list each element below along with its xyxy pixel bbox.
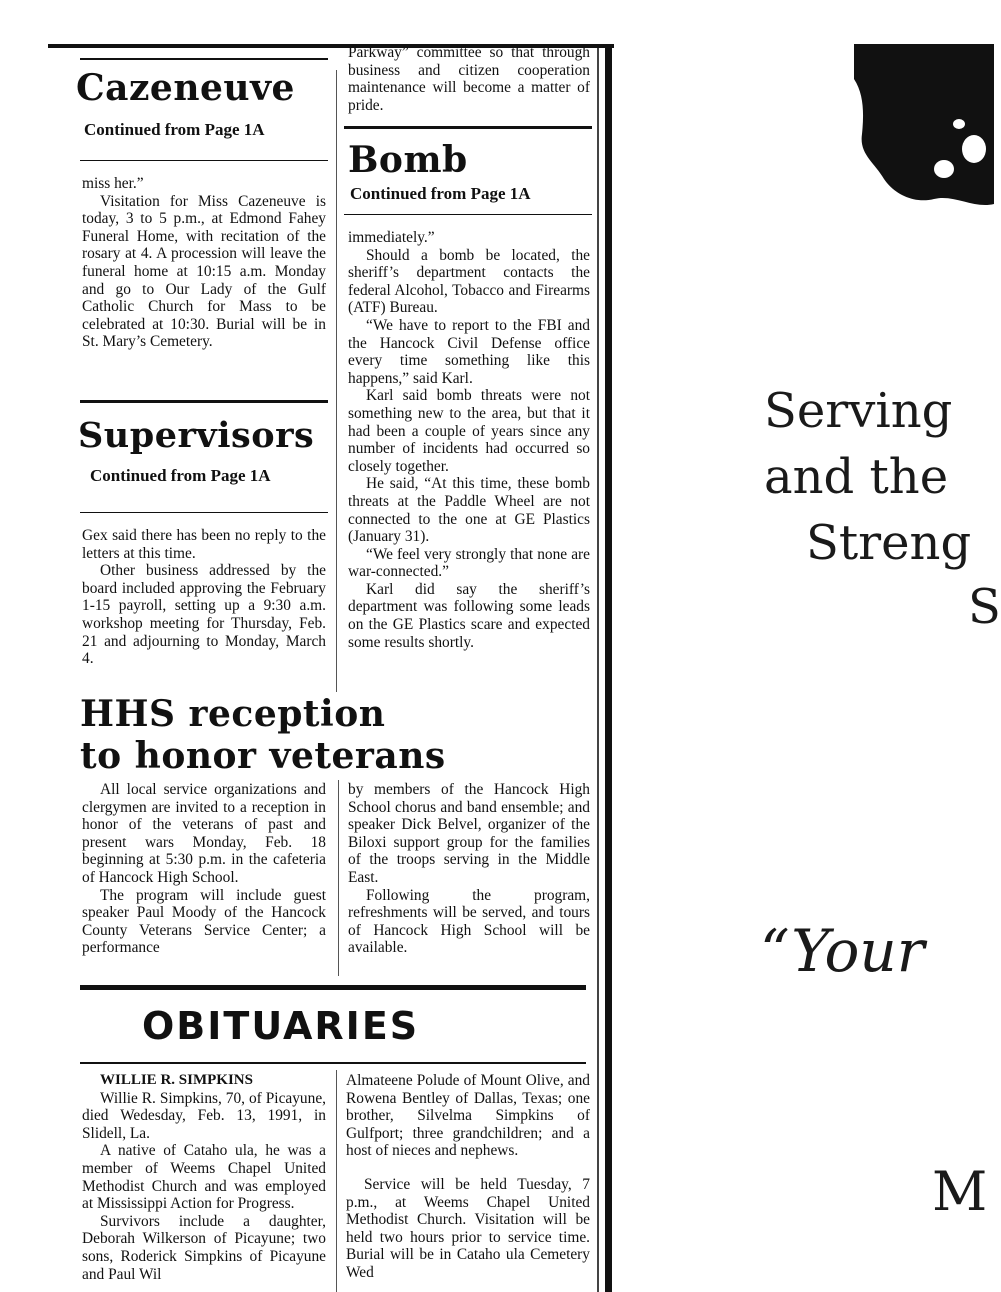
cazeneuve-continued: Continued from Page 1A xyxy=(84,120,265,139)
supervisors-para-1: Gex said there has been no reply to the letters at this time. xyxy=(82,527,326,562)
bomb-para-4: Karl said bomb threats were not something new to the area, but that it had been a couple of years since any number of incidents had occurred so closely together. xyxy=(348,387,590,475)
supervisors-body xyxy=(82,527,326,668)
cazeneuve-para-1: miss her.” xyxy=(82,175,144,192)
bomb-top-rule xyxy=(344,126,592,129)
obit-right-para-2: Service will be held Tuesday, 7 p.m., at Weems Chapel United Methodist Church. Visitation will be held two hours prior to service time. Burial will be in Cataho ula Cemetery Wed xyxy=(346,1175,590,1281)
bomb-para-7: Karl did say the sheriff’s department was following some leads on the GE Plastics scare and expected some results shortly. xyxy=(348,580,590,651)
obit-name: WILLIE R. SIMPKINS xyxy=(100,1072,253,1088)
cazeneuve-headline: Cazeneuve xyxy=(76,67,295,109)
ad-line-streng: Streng xyxy=(806,515,972,571)
bomb-para-5: He said, “At this time, these bomb threats at the Paddle Wheel are not connected to the one at GE Plastics (January 31). xyxy=(348,475,590,546)
cazeneuve-top-rule xyxy=(80,58,328,60)
hhs-left-para-1: All local service organizations and clergymen are invited to a reception in honor of the veterans of past and present wars Monday, Feb. 18 beginning at 5:30 p.m. in the cafeteria of Hancock High School. xyxy=(82,781,326,886)
obit-body-left xyxy=(82,1072,326,1283)
obit-body-right xyxy=(346,1072,590,1282)
cazeneuve-para-2: Visitation for Miss Cazeneuve is today, 3 to 5 p.m., at Edmond Fahey Funeral Home, with recitation of the rosary at 4. A procession will leave the funeral home at 10:15 a.m. Monday and go to Our Lady of the Gulf Catholic Church for Mass to be celebrated at 10:30. Burial will be in St. Mary’s Cemetery. xyxy=(82,192,326,351)
bomb-para-6: “We feel very strongly that none are war-connected.” xyxy=(348,545,590,581)
column-separator-2 xyxy=(338,780,339,976)
supervisors-top-rule xyxy=(80,400,328,403)
obituaries-top-rule xyxy=(80,985,586,990)
obit-left-para-2: A native of Cataho ula, he was a member of Weems Chapel United Methodist Church and was employed at Mississippi Action for Progress. xyxy=(82,1142,326,1213)
page-divider-inner xyxy=(597,48,599,1292)
hhs-headline-1: HHS reception xyxy=(80,693,386,735)
hhs-left-para-2: The program will include guest speaker Paul Moody of the Hancock County Veterans Service Center; a performance xyxy=(82,886,326,957)
supervisors-para-2: Other business addressed by the board included approving the February 1-15 payroll, setting up a 9:30 a.m. workshop meeting for Thursday, Feb. 21 and adjourning to Monday, March 4. xyxy=(82,562,326,668)
supervisors-continued: Continued from Page 1A xyxy=(90,466,271,485)
ad-blob-shape xyxy=(854,44,994,205)
bomb-para-3: “We have to report to the FBI and the Hancock Civil Defense office every time something like this happens,” said Karl. xyxy=(348,316,590,387)
hhs-body-right xyxy=(348,781,590,957)
bomb-sub-rule xyxy=(344,214,592,215)
ad-panel xyxy=(614,44,1001,1292)
bomb-para-2: Should a bomb be located, the sheriff’s department contacts the federal Alcohol, Tobacco and Firearms (ATF) Bureau. xyxy=(348,246,590,317)
obit-left-para-1: Willie R. Simpkins, 70, of Picayune, died Wedesday, Feb. 13, 1991, in Slidell, La. xyxy=(82,1089,326,1142)
ad-decorative-graphic xyxy=(834,44,994,224)
ad-line-and-the: and the xyxy=(764,449,949,505)
bomb-body xyxy=(348,229,590,651)
obituaries-sub-rule xyxy=(80,1062,586,1064)
bomb-continued: Continued from Page 1A xyxy=(350,184,531,203)
obituaries-heading: OBITUARIES xyxy=(142,1004,420,1048)
ad-line-s: S xyxy=(968,579,1001,635)
hhs-right-para-2: Following the program, refreshments will be served, and tours of Hancock High School will be available. xyxy=(348,886,590,957)
ad-bottom-letter: M xyxy=(932,1160,988,1223)
bomb-para-1: immediately.” xyxy=(348,229,435,246)
ad-slogan: “Your xyxy=(760,917,925,985)
parkway-para: Parkway” committee so that through business and citizen cooperation maintenance will become a matter of pride. xyxy=(348,44,590,114)
cazeneuve-body xyxy=(82,175,326,351)
supervisors-headline: Supervisors xyxy=(78,415,315,456)
hhs-headline-2: to honor veterans xyxy=(80,735,446,777)
supervisors-sub-rule xyxy=(80,512,328,513)
obit-right-para-1: Almateene Polude of Mount Olive, and Rowena Bentley of Dallas, Texas; one brother, Silvelma Simpkins of Gulfport; three grandchildren; and a host of nieces and nephews. xyxy=(346,1072,590,1160)
column-separator-3 xyxy=(336,1070,337,1292)
cazeneuve-sub-rule xyxy=(80,160,328,161)
column-separator-1 xyxy=(336,70,337,692)
obit-left-para-3: Survivors include a daughter, Deborah Wilkerson of Picayune; two sons, Roderick Simpkins of Picayune and Paul Wil xyxy=(82,1212,326,1283)
hhs-body-left xyxy=(82,781,326,957)
parkway-body xyxy=(348,44,590,114)
ad-line-serving: Serving xyxy=(764,383,953,439)
bomb-headline: Bomb xyxy=(348,139,468,181)
hhs-right-para-1: by members of the Hancock High School chorus and band ensemble; and speaker Dick Belvel, organizer of the Biloxi support group for the families of the troops serving in the Middle East. xyxy=(348,781,590,886)
page-divider xyxy=(605,48,612,1292)
